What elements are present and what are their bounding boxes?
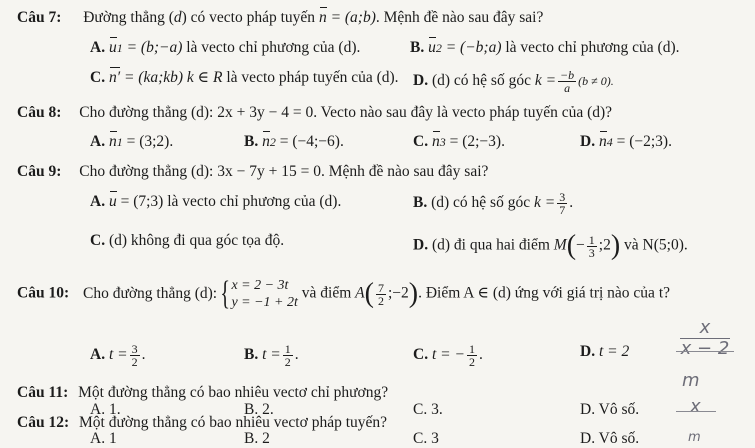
q10-stem: Câu 10: Cho đường thẳng (d):{ x = 2 − 3t y = −1 + 2t và điểm A( $\frac{7}{2}$ ;−2). Điểm A ∈ (d) ứng với giá trị nào của t? (17, 275, 670, 312)
q8-option-b: B. n2 = (−4;−6). (244, 133, 344, 150)
handwritten-underline-2 (676, 411, 716, 412)
q9-option-b: B. (d) có hệ số góc k = $\frac{3}{7}$ . (413, 190, 574, 217)
q12-label: Câu 12: (17, 414, 70, 431)
q12-option-c: C. 3 (413, 430, 439, 447)
handwritten-m-2: m (688, 430, 701, 445)
q7-option-c: C. n′ = (ka;kb) k ∈ R là vecto pháp tuyến của (d). (90, 69, 399, 86)
q11-label: Câu 11: (17, 384, 69, 401)
q8-option-d: D. n4 = (−2;3). (580, 133, 672, 150)
q10-option-c: C. t = − $\frac{1}{2}$ . (413, 342, 483, 369)
handwritten-x: x (690, 396, 701, 417)
q8-label: Câu 8: (17, 104, 62, 121)
q11-option-a: A. 1. (90, 401, 121, 418)
handwritten-fraction: x x − 2 (680, 317, 730, 359)
q10-label: Câu 10: (17, 284, 70, 302)
q9-option-a: A. u = (7;3) là vecto chỉ phương của (d). (90, 193, 342, 210)
q9-option-d: D. (d) đi qua hai điểm M(− $\frac{1}{3}$ ;2) và N(5;0). (413, 230, 688, 261)
q8-option-a: A. n1 = (3;2). (90, 133, 174, 150)
q7-stem: Câu 7: Đường thẳng (d) có vecto pháp tuyến n = (a;b). Mệnh đề nào sau đây sai? (17, 9, 544, 26)
q10-option-d: D. t = 2 (580, 343, 630, 360)
q9-option-c: C. (d) không đi qua góc tọa độ. (90, 232, 285, 249)
q9-label: Câu 9: (17, 163, 62, 180)
q7-label: Câu 7: (17, 9, 62, 26)
handwritten-m-1: m (682, 370, 700, 391)
handwritten-underline-1 (676, 351, 734, 352)
q12-stem: Câu 12: Một đường thẳng có bao nhiêu vectơ pháp tuyến? (17, 414, 388, 431)
q12-option-b: B. 2 (244, 430, 270, 447)
q7-option-a: A. u1 = (b;−a) là vecto chỉ phương của (d). (90, 39, 361, 56)
q8-option-c: C. n3 = (2;−3). (413, 133, 505, 150)
q7-option-d: D. (d) có hệ số góc k = $\frac{-b}{a}$ (b ≠ 0). (413, 68, 614, 95)
q10-option-b: B. t = $\frac{1}{2}$ . (244, 342, 299, 369)
q11-stem: Câu 11: Một đường thẳng có bao nhiêu vectơ chỉ phương? (17, 384, 389, 401)
q11-option-c: C. 3. (413, 401, 443, 418)
q11-option-d: D. Vô số. (580, 401, 640, 418)
q12-option-a: A. 1 (90, 430, 117, 447)
q7-option-b: B. u2 = (−b;a) là vecto chỉ phương của (d). (410, 39, 680, 56)
q8-stem: Câu 8: Cho đường thẳng (d): 2x + 3y − 4 = 0. Vecto nào sau đây là vecto pháp tuyến của (d)? (17, 104, 613, 121)
q10-option-a: A. t = $\frac{3}{2}$ . (90, 342, 146, 369)
q11-option-b: B. 2. (244, 401, 274, 418)
q12-option-d: D. Vô số. (580, 430, 640, 447)
q9-stem: Câu 9: Cho đường thẳng (d): 3x − 7y + 15 = 0. Mệnh đề nào sau đây sai? (17, 163, 489, 180)
